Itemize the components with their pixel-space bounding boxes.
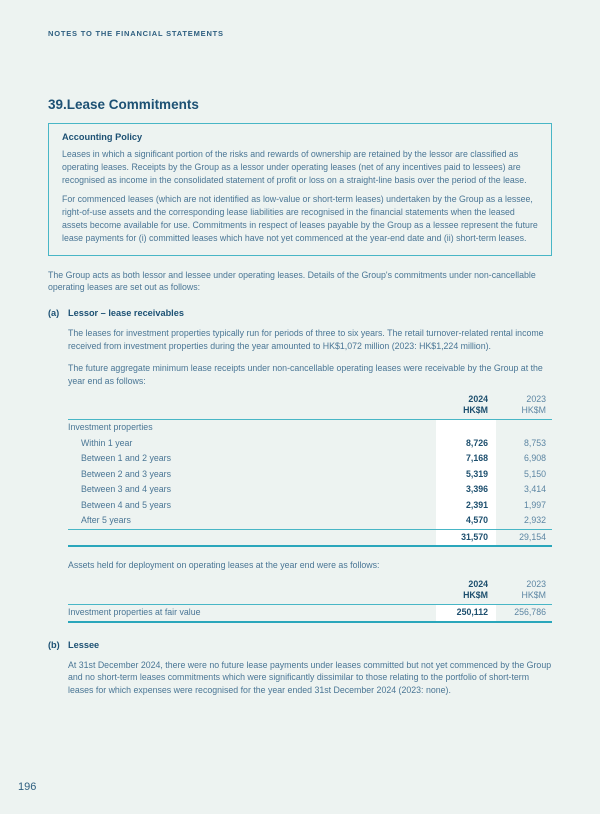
table-row	[68, 605, 552, 621]
section-number: 39.	[48, 97, 67, 112]
value-2024: 4,570	[436, 513, 496, 529]
column-header-2023: 2023 HK$M	[521, 394, 546, 415]
row-label: Between 1 and 2 years	[81, 453, 171, 464]
value-2023: 8,753	[523, 437, 546, 448]
fair-value-table	[68, 579, 552, 623]
row-label: Within 1 year	[81, 437, 133, 448]
value-2024: 7,168	[436, 451, 496, 467]
value-2024: 8,726	[436, 436, 496, 452]
section-title	[48, 97, 552, 112]
section-title-text: Lease Commitments	[66, 97, 199, 112]
section-label-a: (a)	[48, 308, 60, 319]
lease-receipts-table	[68, 394, 552, 547]
row-label: After 5 years	[81, 515, 131, 526]
table-header-row	[68, 579, 552, 604]
policy-paragraph-2: For commenced leases (which are not identified as low-value or short-term leases) undertaken by the Group as a lessee, right-of-use assets and the corresponding lease liabilities are recognised in the financial statements when the leased assets become available for use. Commitments in respect of leases payable by the Group as a lessee represent the future lease payments for (i) committed leases which have not yet commenced at the year-end date and (ii) short-term leases.	[62, 194, 538, 243]
value-2023: 1,997	[523, 499, 546, 510]
page-content	[48, 97, 552, 697]
value-2024	[436, 420, 496, 436]
column-header-2024: 2024 HK$M	[463, 579, 488, 600]
accounting-policy-box	[48, 123, 552, 256]
value-2023: 2,932	[523, 515, 546, 526]
section-label-b: (b)	[48, 639, 60, 650]
table-total-row	[68, 530, 552, 546]
lessor-paragraph-2: The future aggregate minimum lease receipts under non-cancellable operating leases were receivable by the Group at the year end as follows:	[68, 362, 543, 386]
table-row	[68, 451, 552, 467]
lessee-heading-text: Lessee	[68, 639, 100, 650]
value-2023: 256,786	[514, 607, 546, 618]
lessor-paragraph-1: The leases for investment properties typically run for periods of three to six years. The retail turnover-related rental income received from investment properties during the year amounted to HK$1,072 million (2023: HK$1,224 million).	[68, 328, 544, 351]
table-bottom-rule	[68, 545, 552, 547]
document-header: NOTES TO THE FINANCIAL STATEMENTS	[48, 29, 224, 38]
row-label: Investment properties	[68, 422, 153, 433]
total-2023: 29,154	[519, 531, 546, 542]
value-2024: 3,396	[436, 482, 496, 498]
page-number: 196	[18, 781, 37, 793]
value-2023: 5,150	[523, 468, 546, 479]
value-2024: 250,112	[436, 605, 496, 621]
intro-paragraph: The Group acts as both lessor and lessee under operating leases. Details of the Group's commitments under non-cancellable operating leases are set out as follows:	[48, 269, 536, 293]
assets-paragraph: Assets held for deployment on operating leases at the year end were as follows:	[68, 560, 380, 571]
lessor-heading-text: Lessor – lease receivables	[68, 308, 184, 319]
value-2023: 3,414	[523, 484, 546, 495]
column-header-2023: 2023 HK$M	[521, 579, 546, 600]
value-2023	[496, 420, 552, 436]
row-label: Between 3 and 4 years	[81, 484, 171, 495]
table-row	[68, 436, 552, 452]
table-row	[68, 420, 552, 436]
accounting-policy-heading: Accounting Policy	[62, 132, 143, 142]
table-row	[68, 513, 552, 529]
row-label: Between 4 and 5 years	[81, 499, 171, 510]
lessee-section-heading	[48, 640, 552, 650]
row-label: Between 2 and 3 years	[81, 468, 171, 479]
column-header-2024: 2024 HK$M	[463, 394, 488, 415]
total-2024: 31,570	[436, 530, 496, 546]
table-header-row	[68, 394, 552, 419]
value-2024: 5,319	[436, 467, 496, 483]
row-label: Investment properties at fair value	[68, 607, 201, 618]
table-row	[68, 482, 552, 498]
lessee-paragraph: At 31st December 2024, there were no future lease payments under leases committed but not yet commenced by the Group and no short-term leases commitments which were significantly dissimilar to those relating to the portfolio of short-term leases for which expenses were recognised for the year ended 31st December 2024 (2023: none).	[68, 659, 552, 696]
policy-paragraph-1: Leases in which a significant portion of the risks and rewards of ownership are retained by the lessor are classified as operating leases. Receipts by the Group as a lessor under operating leases (net of any incentives paid to lessees) are recognised as income in the consolidated statement of profit or loss on a straight-line basis over the period of the lease.	[62, 149, 527, 185]
table-row	[68, 498, 552, 514]
table-bottom-rule	[68, 621, 552, 623]
value-2023: 6,908	[523, 453, 546, 464]
value-2024: 2,391	[436, 498, 496, 514]
table-row	[68, 467, 552, 483]
lessor-section-heading	[48, 308, 552, 318]
